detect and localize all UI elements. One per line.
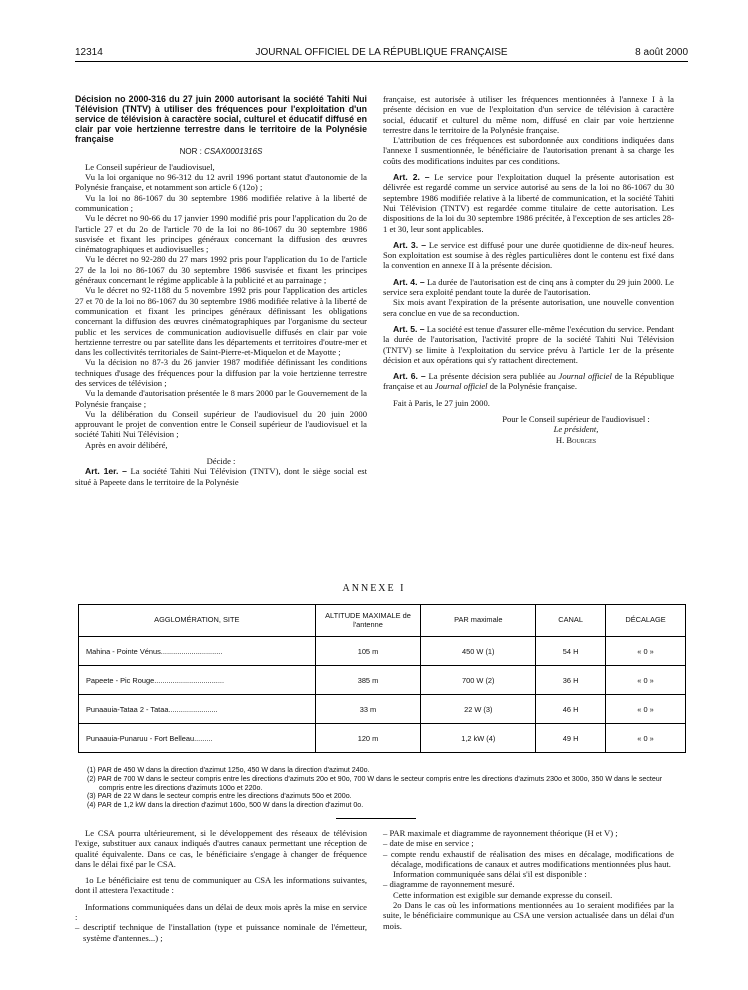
- table-row: [79, 637, 686, 666]
- leader-dots: ........................: [168, 704, 218, 714]
- annex-table: [78, 604, 686, 753]
- footnote: (2) PAR de 700 W dans le secteur compris entre les directions d'azimuts 20o et 90o, 700 W dans le secteur compris entre les directions d'azimuts 230o et 300o, 350 W dans le secteur compris entre les directions d'azimuts 100o et 220o.: [87, 774, 663, 792]
- right-column: [383, 94, 674, 445]
- article-text: La société est tenue d'assurer elle-même l'exécution du service. Pendant la durée de l'autorisation, l'activité propre de la société Tahiti Nui Télévision (TNTV) se limite à l'exploitation du service prévu à l'article 1er de la présente décision et aux opérations qui s'y rattachent directement.: [383, 323, 675, 365]
- canal-cell: 54 H: [536, 637, 606, 666]
- decalage-cell: « 0 »: [606, 637, 686, 666]
- site-name: Punaauia-Tataa 2 - Tataa: [86, 704, 169, 714]
- altitude-cell: 385 m: [315, 666, 421, 695]
- article-text: La société Tahiti Nui Télévision (TNTV), dont le siège social est situé à Papeete dans le territoire de la Polynésie: [75, 466, 367, 487]
- list-item: – diagramme de rayonnement mesuré.: [383, 879, 515, 890]
- site-cell: [79, 724, 316, 753]
- leader-dots: ..............................: [160, 646, 223, 656]
- article-label: Art. 1er. –: [85, 466, 127, 477]
- body-paragraph: Cette information est exigible sur demande expresse du conseil.: [393, 889, 613, 900]
- canal-cell: 49 H: [536, 724, 606, 753]
- decalage-cell: « 0 »: [606, 695, 686, 724]
- journal-name: Journal officiel: [434, 381, 488, 392]
- decide-heading: Décide :: [206, 456, 236, 467]
- signature-title: Le président,: [553, 424, 599, 435]
- column-header: DÉCALAGE: [606, 605, 686, 637]
- leader-dots: ..................................: [154, 675, 225, 685]
- table-footnotes: [87, 766, 687, 810]
- decalage-cell: « 0 »: [606, 724, 686, 753]
- visa-paragraph: Le Conseil supérieur de l'audiovisuel,: [85, 161, 215, 172]
- site-cell: [79, 637, 316, 666]
- visa-paragraph: Vu le décret no 92-1188 du 5 novembre 1992 pris pour l'application des articles 27 et 70 de la loi no 86-1067 du 30 septembre 1986 modifiée relative à la liberté de communication et fixant les principes généraux définissant les obligations concernant la diffusion des œuvres cinématographiques par l'organisme du secteur public et les services de communication audiovisuelle diffusés en clair par voie hertzienne terrestre ou par satellite dans les départements et territoires d'outre-mer et dans les collectivités territoriales de Saint-Pierre-et-Miquelon et de Mayotte ;: [75, 285, 367, 358]
- decision-title: Décision no 2000-316 du 27 juin 2000 autorisant la société Tahiti Nui Télévision (TNTV) à utiliser des fréquences pour l'exploitation d'un service de télévision à caractère social, culturel et éducatif diffusé en clair par voie hertzienne terrestre dans le territoire de la Polynésie française: [75, 94, 367, 145]
- visa-paragraph: Vu la loi organique no 96-312 du 12 avril 1996 portant statut d'autonomie de la Polynésie française, et notamment son article 6 (12o) ;: [75, 172, 367, 193]
- table-row: [79, 666, 686, 695]
- column-header: CANAL: [536, 605, 606, 637]
- body-paragraph: Le CSA pourra ultérieurement, si le développement des réseaux de télévision l'exige, substituer aux canaux indiqués d'autres canaux permettant une réception de qualité équivalente. Dans ce cas, le bénéficiaire s'engage à changer de fréquence dans le délai fixé par le CSA.: [75, 828, 367, 869]
- visa-paragraph: Vu la délibération du Conseil supérieur de l'audiovisuel du 20 juin 2000 approuvant le projet de convention entre le Conseil supérieur de l'audiovisuel et la société Tahiti Nui Télévision ;: [75, 408, 367, 440]
- body-paragraph: 2o Dans le cas où les informations mentionnées au 1o seraient modifiées par la suite, le bénéficiaire communique au CSA une version actualisée dans un délai d'un mois.: [383, 900, 674, 931]
- article-text: La durée de l'autorisation est de cinq ans à compter du 29 juin 2000. Le service sera exploité pendant toute la durée de l'autorisation.: [383, 276, 674, 298]
- altitude-cell: 120 m: [315, 724, 421, 753]
- visa-paragraph: Vu le décret no 90-66 du 17 janvier 1990 modifié pris pour l'application du 2o de l'article 27 et du 2o de l'article 70 de la loi no 86-1067 du 30 septembre 1986 susvisée et fixant les principes généraux concernant la diffusion des œuvres cinématographiques et audiovisuelles ;: [75, 213, 367, 255]
- visa-paragraph: Vu le décret no 92-280 du 27 mars 1992 pris pour l'application du 1o de l'article 27 de la loi no 86-1067 du 30 septembre 1986 susvisée et fixant les principes généraux concernant le régime applicable à la publicité et au parrainage ;: [75, 254, 367, 286]
- article-4-paragraph-2: Six mois avant l'expiration de la présente autorisation, une nouvelle convention sera conclue en vue de sa reconduction.: [383, 297, 674, 318]
- bottom-right-column: [383, 828, 674, 931]
- site-cell: [79, 666, 316, 695]
- body-paragraph: 1o Le bénéficiaire est tenu de communiquer au CSA les informations suivantes, dont il attestera l'exactitude :: [75, 875, 367, 896]
- table-row: [79, 724, 686, 753]
- issue-date: 8 août 2000: [635, 47, 688, 58]
- attribution-paragraph: L'attribution de ces fréquences est subordonnée aux conditions indiquées dans l'annexe I susmentionnée, le bénéficiaire de l'autorisation prenant à sa charge les coûts des modifications induites par ces conditions.: [383, 135, 674, 166]
- article-label: Art. 4. –: [393, 276, 425, 287]
- footnote: (4) PAR de 1,2 kW dans la direction d'azimut 160o, 500 W dans la direction d'azimut 0o.: [87, 801, 364, 810]
- visa-paragraph: Vu la décision no 87-3 du 26 janvier 1987 modifiée définissant les conditions techniques d'usage des fréquences pour la diffusion par la voie hertzienne terrestre des services de télévision ;: [75, 357, 367, 388]
- journal-title: JOURNAL OFFICIEL DE LA RÉPUBLIQUE FRANÇAISE: [255, 47, 508, 58]
- site-name: Mahina - Pointe Vénus: [86, 646, 161, 656]
- footnote: (1) PAR de 450 W dans la direction d'azimut 125o, 450 W dans la direction d'azimut 240o.: [87, 766, 370, 774]
- list-item: – compte rendu exhaustif de réalisation des mises en décalage, modifications de décalage, modifications de canaux et autres modifications mentionnées plus haut.: [383, 848, 674, 869]
- body-paragraph: Information communiquée sans délai s'il est disponible :: [393, 869, 587, 880]
- par-cell: 22 W (3): [421, 695, 536, 724]
- list-item: – date de mise en service ;: [383, 838, 474, 849]
- article-label: Art. 5. –: [393, 323, 425, 334]
- column-header: AGGLOMÉRATION, SITE: [79, 605, 316, 637]
- left-column: [75, 94, 367, 487]
- signature-block: [383, 414, 674, 445]
- site-name: Papeete - Pic Rouge: [86, 675, 155, 685]
- canal-cell: 46 H: [536, 695, 606, 724]
- article-1-continued: française, est autorisée à utiliser les fréquences mentionnées à l'annexe I à la présente décision en vue de l'exploitation d'un service de télévision à caractère social, éducatif et culturel du même nom, diffusé en clair par voie hertzienne terrestre dans le territoire de la Polynésie française.: [383, 94, 674, 135]
- site-cell: [79, 695, 316, 724]
- signatory-name: H. Bourges: [555, 434, 597, 445]
- bottom-left-column: [75, 828, 367, 943]
- article-3: [383, 240, 674, 271]
- list-item: – descriptif technique de l'installation (type et puissance nominale de l'émetteur, système d'antennes...) ;: [75, 922, 367, 943]
- journal-name: Journal officiel: [558, 371, 612, 382]
- article-label: Art. 6. –: [393, 371, 426, 382]
- article-4: [383, 277, 674, 298]
- table-row: [79, 695, 686, 724]
- leader-dots: .........: [194, 733, 213, 743]
- body-paragraph: Informations communiquées dans un délai de deux mois après la mise en service :: [75, 901, 367, 923]
- altitude-cell: 105 m: [315, 637, 421, 666]
- visa-paragraph: Vu la demande d'autorisation présentée le 8 mars 2000 par le Gouvernement de la Polynésie française ;: [75, 388, 367, 409]
- site-name: Punaauia-Punaruu - Fort Belleau: [86, 733, 195, 743]
- par-cell: 1,2 kW (4): [421, 724, 536, 753]
- page-number: 12314: [75, 47, 103, 58]
- article-6: [383, 371, 674, 392]
- par-cell: 450 W (1): [421, 637, 536, 666]
- article-text: de la République française et au: [383, 371, 675, 392]
- decalage-cell: « 0 »: [606, 666, 686, 695]
- par-cell: 700 W (2): [421, 666, 536, 695]
- nor-code: CSAX0001316S: [204, 147, 263, 157]
- visa-paragraph: Après en avoir délibéré,: [85, 439, 168, 450]
- article-text: Le service pour l'exploitation duquel la présente autorisation est délivrée est regardé comme un service autorisé au sens de la loi no 86-1067 du 30 septembre 1986 modifiée relative à la liberté de communication, et la société Tahiti Nui Télévision (TNTV) est regardée comme titulaire de cette autorisation. Les dispositions de la loi du 30 septembre 1986 précitée, à l'exception de ses articles 28-1 et 30, leur sont applicables.: [383, 172, 675, 234]
- header-rule: [75, 61, 688, 62]
- article-1: [75, 466, 367, 487]
- article-text: de la Polynésie française.: [489, 381, 578, 392]
- signature-place-date: Fait à Paris, le 27 juin 2000.: [393, 397, 490, 408]
- article-5: [383, 324, 674, 365]
- nor-label: NOR :: [179, 147, 202, 157]
- list-item: – PAR maximale et diagramme de rayonnement théorique (H et V) ;: [383, 828, 618, 838]
- article-text: Le service est diffusé pour une durée quotidienne de dix-neuf heures. Son exploitation est soumise à des règles particulières dont le contenu est fixé dans la convention en annexe II à la présente décision.: [383, 239, 674, 271]
- signature-line: Pour le Conseil supérieur de l'audiovisuel :: [502, 414, 650, 425]
- annex-title: ANNEXE I: [342, 583, 406, 594]
- column-header: PAR maximale: [421, 605, 536, 637]
- canal-cell: 36 H: [536, 666, 606, 695]
- column-header: ALTITUDE MAXIMALE de l'antenne: [315, 605, 421, 637]
- article-text: La présente décision sera publiée au: [428, 371, 556, 382]
- altitude-cell: 33 m: [315, 695, 421, 724]
- nor-line: [75, 147, 367, 157]
- separator-rule: [336, 818, 416, 819]
- visa-paragraph: Vu la loi no 86-1067 du 30 septembre 1986 modifiée relative à la liberté de communication ;: [75, 192, 367, 213]
- footnote: (3) PAR de 22 W dans le secteur compris entre les directions d'azimuts 50o et 200o.: [87, 792, 352, 801]
- article-label: Art. 2. –: [393, 172, 430, 183]
- table-header-row: [79, 605, 686, 637]
- article-label: Art. 3. –: [393, 239, 426, 250]
- article-2: [383, 172, 674, 234]
